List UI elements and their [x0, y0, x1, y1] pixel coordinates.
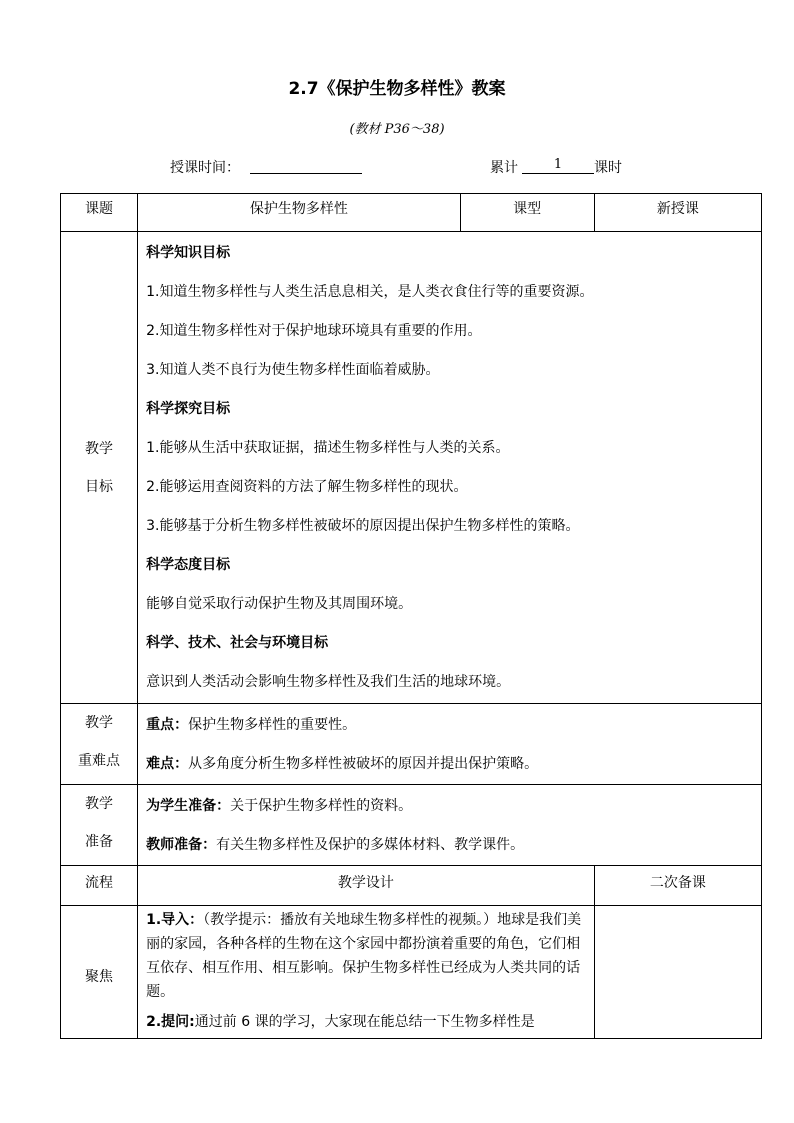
objectives-label	[61, 232, 138, 704]
difficult-point-text: 从多角度分析生物多样性被破坏的原因并提出保护策略。	[188, 756, 539, 772]
objective-item: 意识到人类活动会影响生物多样性及我们生活的地球环境。	[146, 674, 511, 690]
secondary-prep-label: 二次备课	[594, 866, 761, 906]
student-prep-line	[146, 787, 753, 826]
intro-text: （教学提示：播放有关地球生物多样性的视频。）地球是我们美丽的家园，各种各样的生物在这个家园中都扮演着重要的角色，它们相互依存、相互作用、相互影响。保护生物多样性已经成为人类共同的话题。	[146, 912, 582, 1000]
objective-item: 1.知道生物多样性与人类生活息息相关，是人类衣食住行等的重要资源。	[146, 284, 594, 300]
focus-label: 聚焦	[61, 906, 138, 1039]
header-row	[61, 194, 762, 232]
objective-item: 能够自觉采取行动保护生物及其周围环境。	[146, 596, 413, 612]
objectives-label-line1: 教学	[85, 440, 114, 457]
preparation-label-line2: 准备	[85, 834, 114, 850]
type-value: 新授课	[594, 194, 761, 232]
flow-header-row	[61, 866, 762, 906]
objective-item: 1.能够从生活中获取证据，描述生物多样性与人类的关系。	[146, 440, 510, 456]
unit-label: 课时	[594, 160, 622, 176]
key-point-line	[146, 706, 753, 745]
textbook-pages: (教材 P36～38)	[349, 122, 445, 137]
topic-value: 保护生物多样性	[138, 194, 460, 232]
preparation-row	[61, 785, 762, 866]
key-points-label-line2: 重难点	[78, 753, 121, 769]
total-value: 1	[522, 157, 594, 174]
document-title: 2.7《保护生物多样性》教案	[288, 79, 506, 99]
key-point-text: 保护生物多样性的重要性。	[188, 717, 357, 733]
preparation-label-line1: 教学	[85, 796, 114, 812]
objective-heading: 科学知识目标	[146, 245, 231, 261]
focus-content	[138, 906, 595, 1039]
objective-heading: 科学探究目标	[146, 401, 231, 417]
objectives-label-line2: 目标	[85, 478, 114, 495]
focus-row	[61, 906, 762, 1039]
teacher-prep-label: 教师准备：	[146, 837, 217, 853]
preparation-label	[61, 785, 138, 866]
topic-label: 课题	[61, 194, 138, 232]
objective-item: 2.能够运用查阅资料的方法了解生物多样性的现状。	[146, 479, 468, 495]
lesson-meta	[0, 157, 794, 177]
flow-label: 流程	[61, 866, 138, 906]
objective-item: 2.知道生物多样性对于保护地球环境具有重要的作用。	[146, 323, 482, 339]
objectives-row	[61, 232, 762, 704]
design-label: 教学设计	[138, 866, 595, 906]
question-text: 通过前 6 课的学习，大家现在能总结一下生物多样性是	[194, 1014, 535, 1030]
objective-item: 3.能够基于分析生物多样性被破坏的原因提出保护生物多样性的策略。	[146, 518, 580, 534]
teacher-prep-text: 有关生物多样性及保护的多媒体材料、教学课件。	[216, 837, 525, 853]
total-label: 累计	[490, 160, 518, 176]
teaching-time-blank	[250, 173, 362, 174]
objective-item: 3.知道人类不良行为使生物多样性面临着威胁。	[146, 362, 440, 378]
difficult-point-line	[146, 745, 753, 784]
objective-heading: 科学态度目标	[146, 557, 231, 573]
student-prep-text: 关于保护生物多样性的资料。	[230, 798, 413, 814]
teacher-prep-line	[146, 826, 753, 865]
teaching-time-label: 授课时间：	[170, 160, 240, 176]
key-points-label	[61, 704, 138, 785]
difficult-point-label: 难点：	[146, 756, 189, 772]
intro-label: 1.导入：	[146, 912, 204, 928]
objective-heading: 科学、技术、社会与环境目标	[146, 635, 329, 651]
secondary-prep-cell[interactable]	[594, 906, 761, 1039]
key-points-row	[61, 704, 762, 785]
key-points-content	[138, 704, 762, 785]
question-paragraph	[146, 1010, 586, 1034]
type-label: 课型	[460, 194, 594, 232]
key-points-label-line1: 教学	[85, 715, 114, 731]
preparation-content	[138, 785, 762, 866]
student-prep-label: 为学生准备：	[146, 798, 231, 814]
question-label: 2.提问:	[146, 1014, 195, 1030]
key-point-label: 重点：	[146, 717, 189, 733]
objectives-content	[138, 232, 762, 704]
lesson-plan-table	[60, 193, 762, 1039]
intro-paragraph	[146, 908, 586, 1004]
